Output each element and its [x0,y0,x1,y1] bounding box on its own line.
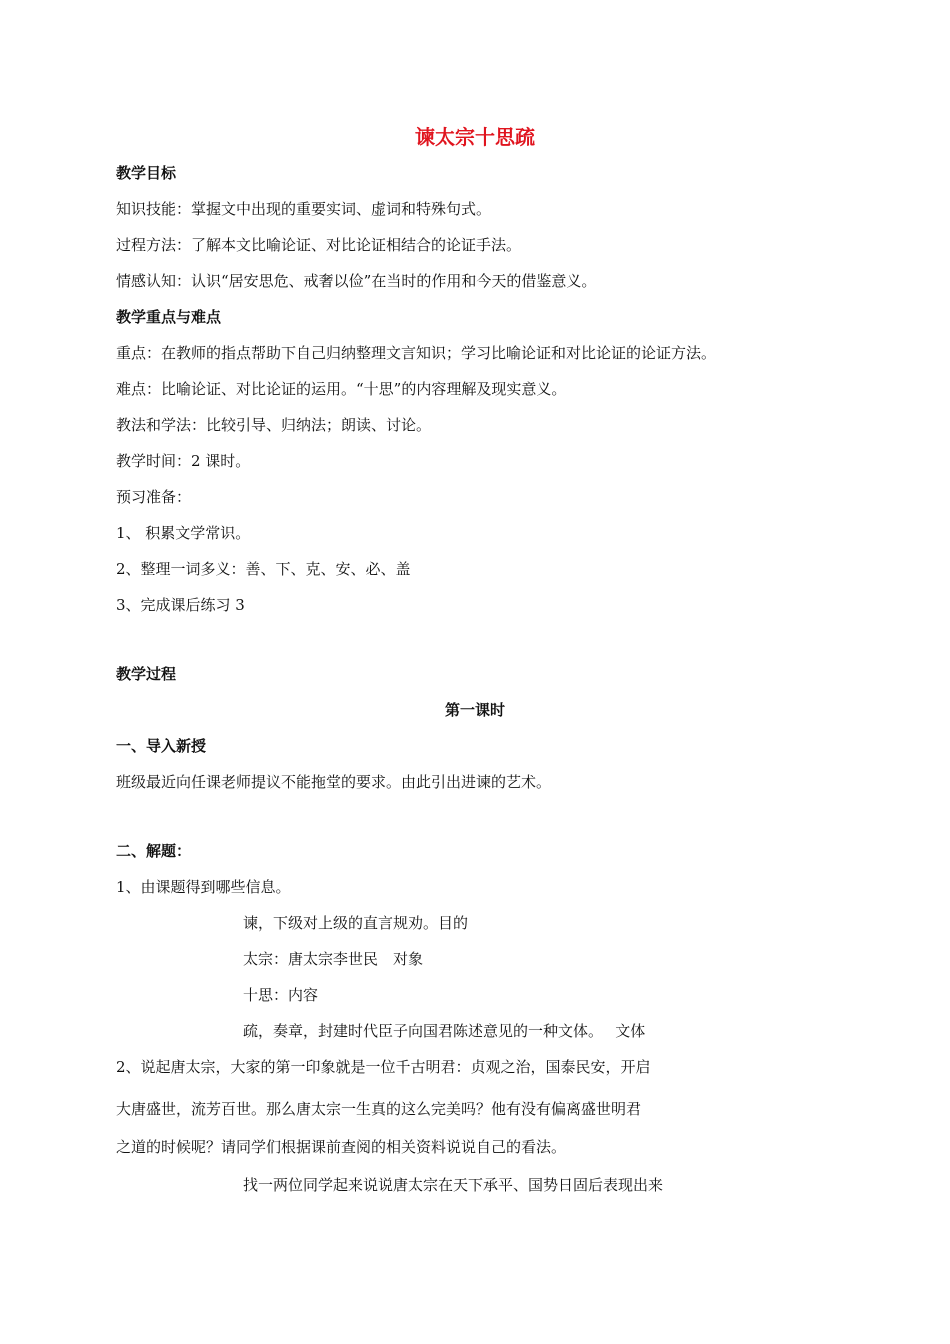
heading-title-explanation: 二、解题： [116,842,192,860]
q1-item-taizong: 太宗：唐太宗李世民 对象 [243,950,424,968]
heading-key-difficult: 教学重点与难点 [116,308,222,326]
prep-item-1: 1、 积累文学常识。 [116,524,251,542]
question-2-line-4: 找一两位同学起来说说唐太宗在天下承平、国势日固后表现出来 [243,1176,664,1194]
teaching-method: 教法和学法：比较引导、归纳法；朗读、讨论。 [116,416,432,434]
teaching-time: 教学时间：2 课时。 [116,452,251,470]
question-2-line-2: 大唐盛世，流芳百世。那么唐太宗一生真的这么完美吗？他有没有偏离盛世明君 [116,1100,642,1118]
question-2-line-3: 之道的时候呢？请同学们根据课前查阅的相关资料说说自己的看法。 [116,1138,567,1156]
difficult-point: 难点：比喻论证、对比论证的运用。“十思”的内容理解及现实意义。 [116,380,567,398]
q1-item-shu: 疏，奏章，封建时代臣子向国君陈述意见的一种文体。 文体 [243,1022,646,1040]
question-1: 1、由课题得到哪些信息。 [116,878,291,896]
goal-knowledge: 知识技能：掌握文中出现的重要实词、虚词和特殊句式。 [116,200,492,218]
introduction-text: 班级最近向任课老师提议不能拖堂的要求。由此引出进谏的艺术。 [116,773,552,791]
goal-emotion: 情感认知：认识“居安思危、戒奢以俭”在当时的作用和今天的借鉴意义。 [116,272,597,290]
document-title: 谏太宗十思疏 [415,125,535,149]
preview-prep: 预习准备： [116,488,192,506]
goal-process: 过程方法：了解本文比喻论证、对比论证相结合的论证手法。 [116,236,522,254]
heading-teaching-process: 教学过程 [116,665,177,683]
key-point: 重点：在教师的指点帮助下自己归纳整理文言知识；学习比喻论证和对比论证的论证方法。 [116,344,717,362]
prep-item-2: 2、整理一词多义：善、下、克、安、必、盖 [116,560,411,578]
prep-item-3: 3、完成课后练习 3 [116,596,245,614]
heading-introduction: 一、导入新授 [116,737,207,755]
q1-item-shisi: 十思：内容 [243,986,319,1004]
question-2-line-1: 2、说起唐太宗，大家的第一印象就是一位千古明君：贞观之治，国泰民安，开启 [116,1058,651,1076]
heading-teaching-goals: 教学目标 [116,164,177,182]
lesson-one-heading: 第一课时 [444,701,505,719]
q1-item-jian: 谏，下级对上级的直言规劝。目的 [243,914,469,932]
